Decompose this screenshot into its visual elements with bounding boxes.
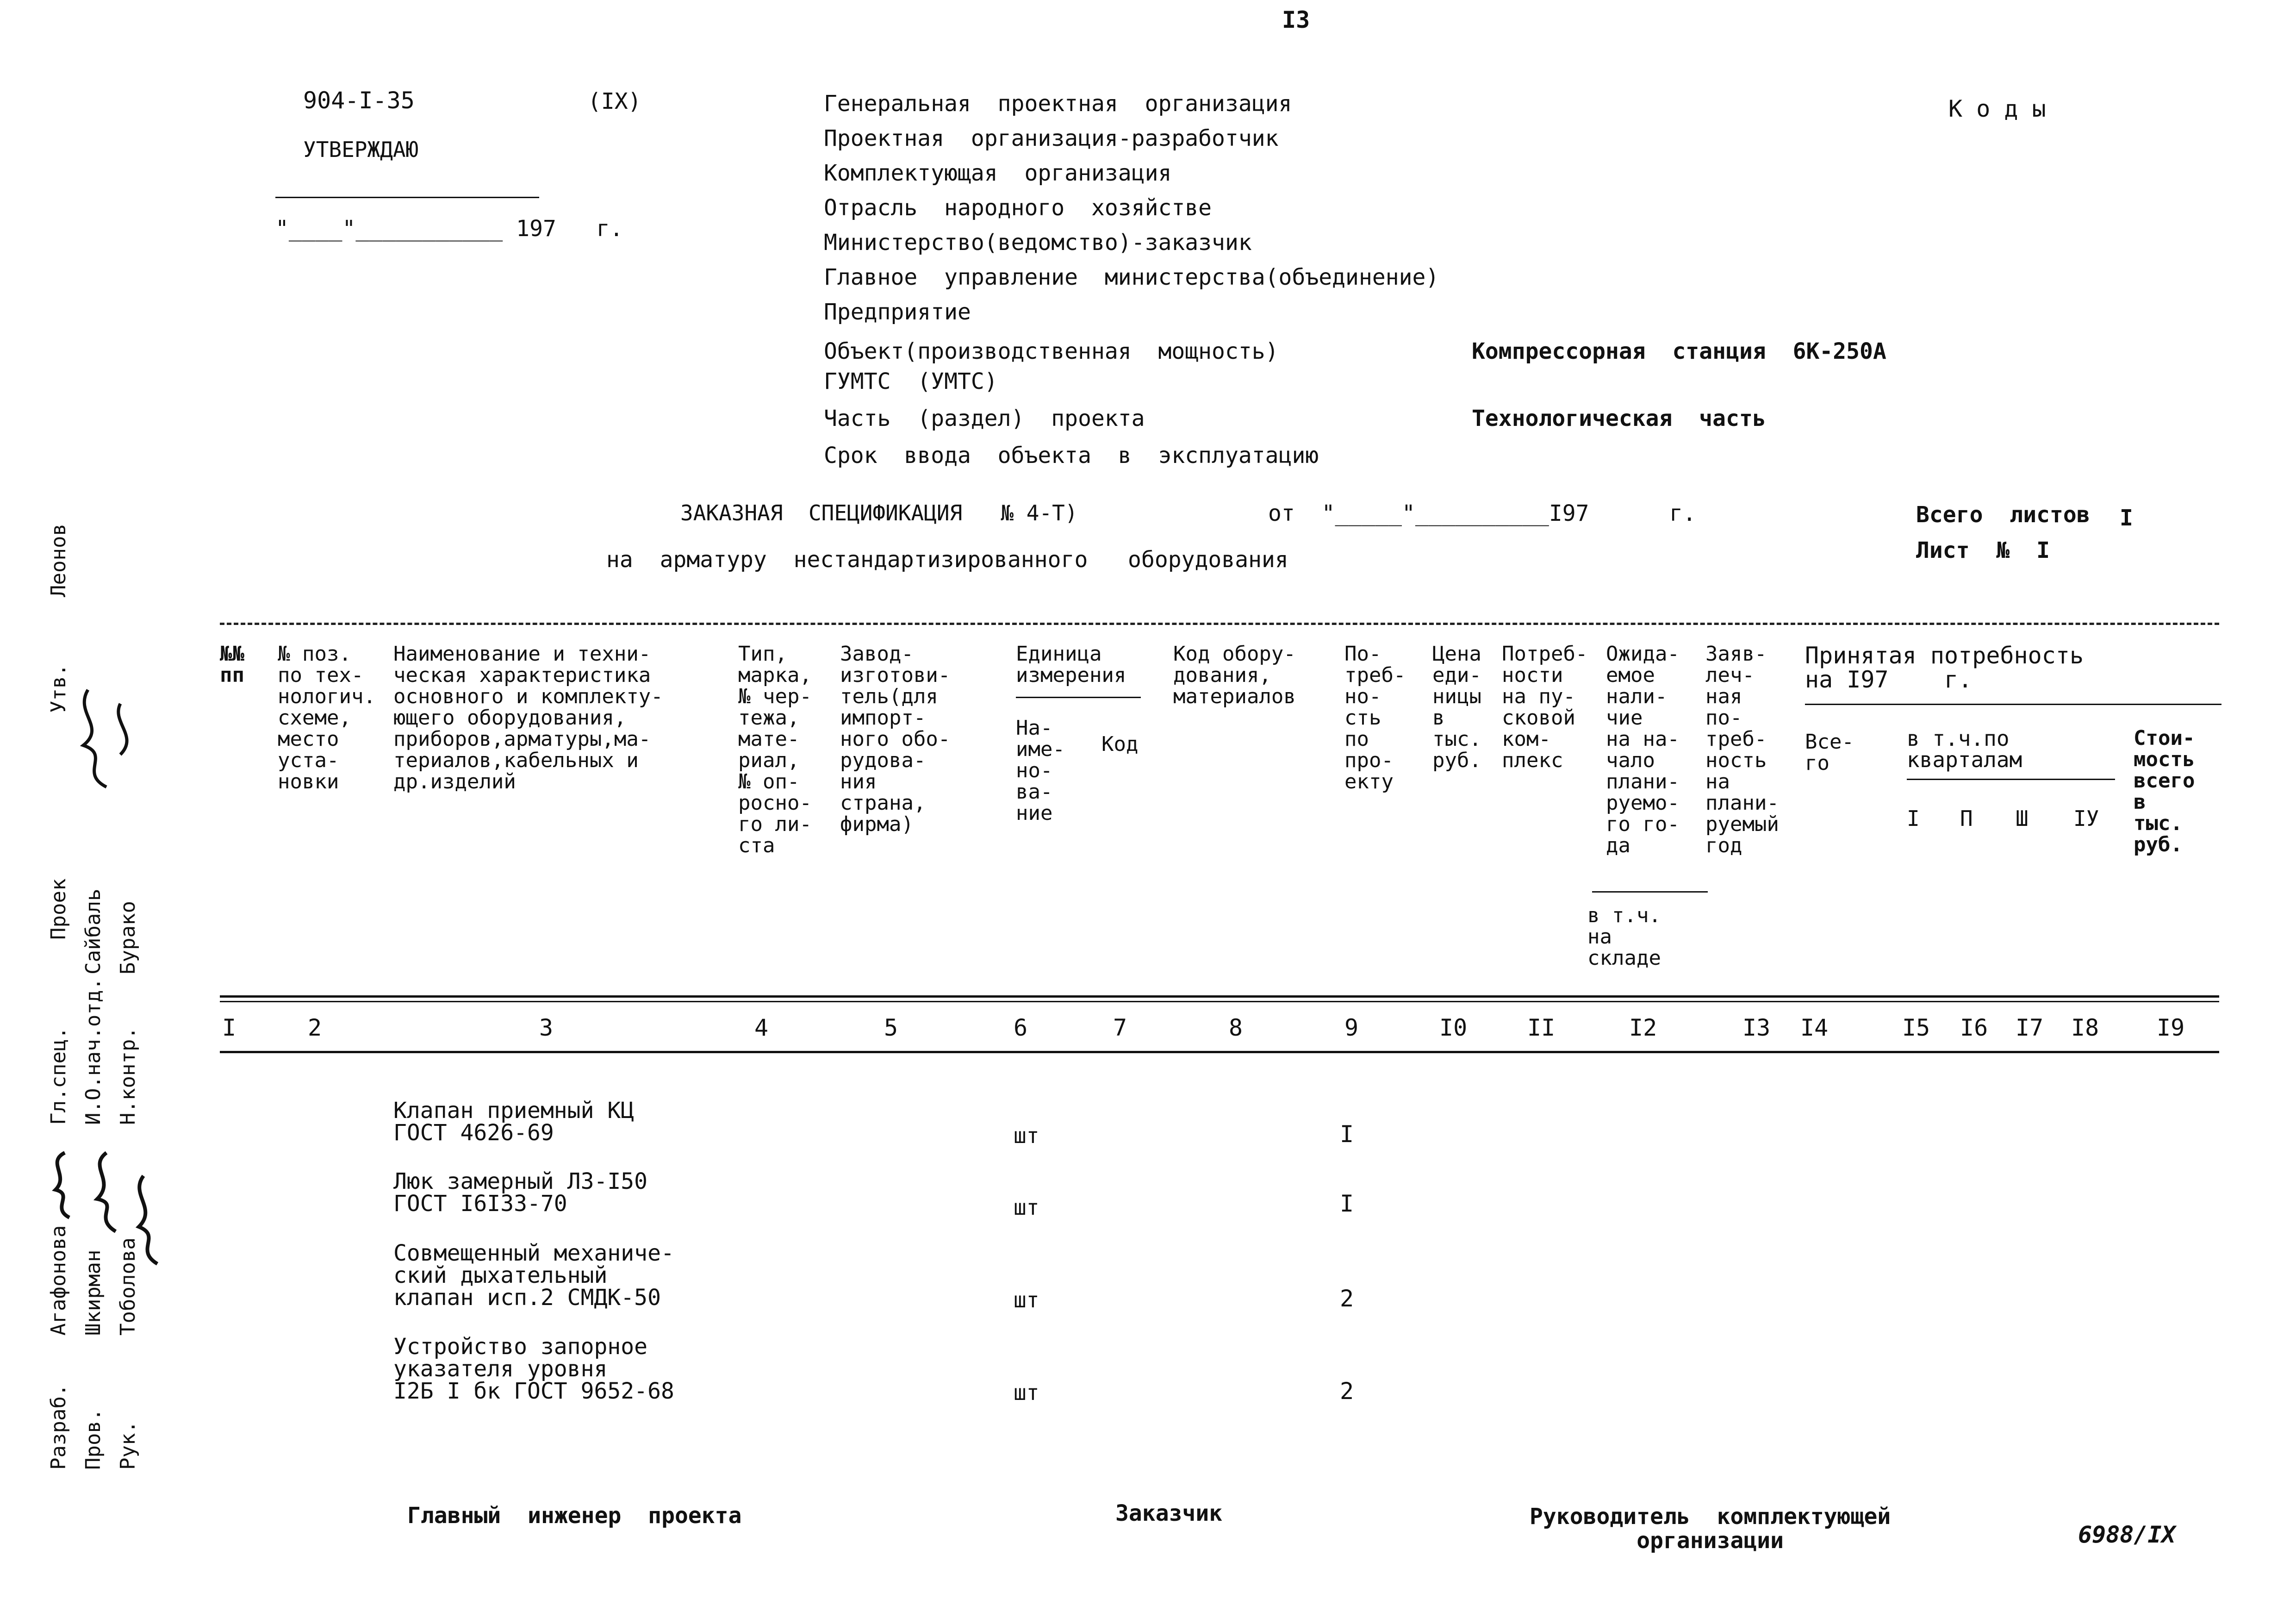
colnum-14: I4 xyxy=(1800,1014,1829,1041)
col-header-accepted: Принятая потребность на I97 г. xyxy=(1805,642,2084,693)
col-header-3: Наименование и техни- ческая характеристика основного и комплекту- ющего оборудования, приборов,арматуры,ма- териалов,кабельных и др.изделий xyxy=(393,642,663,793)
org-field-supplier: Комплектующая организация xyxy=(824,160,1172,186)
stamp-name-head: Тоболова xyxy=(116,1237,140,1336)
sheets-total-value: I xyxy=(2120,505,2133,531)
org-field-object: Объект(производственная мощность) xyxy=(824,338,1279,364)
colnum-3: 3 xyxy=(539,1014,554,1041)
colnum-15: I5 xyxy=(1902,1014,1930,1041)
org-field-ministry: Министерство(ведомство)-заказчик xyxy=(824,230,1252,256)
col-header-13: Заяв- леч- ная по- треб- ность на плани- руемый год xyxy=(1705,642,1779,857)
document-code: 904-I-35 xyxy=(303,87,415,114)
row-3-unit: шт xyxy=(1014,1287,1039,1312)
sheet-number: Лист № I xyxy=(1916,537,2050,563)
col-header-9: По- треб- но- сть по про- екту xyxy=(1344,642,1406,793)
codes-label: К о д ы xyxy=(1948,95,2046,122)
org-field-enterprise: Предприятие xyxy=(824,299,971,325)
stamp-name-chief-spec: Сайбаль xyxy=(81,888,105,974)
org-field-developer: Проектная организация-разработчик xyxy=(824,125,1279,151)
col-header-12: Ожида- емое нали- чие на на- чало плани- руемо- го го- да xyxy=(1606,642,1680,857)
colnum-18: I8 xyxy=(2071,1014,2099,1041)
col-header-19: Стои- мость всего в тыс. руб. xyxy=(2134,726,2195,856)
colnum-9: 9 xyxy=(1344,1014,1359,1041)
row-2-unit: шт xyxy=(1014,1195,1039,1220)
col-header-5: Завод- изготови- тель(для импорт- ного обо- рудова- ния страна, фирма) xyxy=(840,642,951,836)
stamp-role-chief-spec: Гл.спец. xyxy=(47,1027,70,1125)
colnum-4: 4 xyxy=(754,1014,769,1041)
unit-divider xyxy=(1016,697,1141,698)
spec-date: от "_____"__________I97 г. xyxy=(1268,500,1696,526)
org-field-gumts: ГУМТС (УМТС) xyxy=(824,369,998,394)
col-header-7: Код xyxy=(1101,732,1139,756)
stamp-role-developed: Разраб. xyxy=(47,1384,70,1470)
colnum-17: I7 xyxy=(2016,1014,2044,1041)
colnum-6: 6 xyxy=(1014,1014,1028,1041)
colnum-19: I9 xyxy=(2157,1014,2185,1041)
sig-customer: Заказчик xyxy=(1115,1500,1223,1526)
col-header-14: Все- го xyxy=(1805,730,1854,775)
sheets-total-label: Всего листов xyxy=(1916,502,2090,528)
org-field-general: Генеральная проектная организация xyxy=(824,91,1292,117)
stamp-role-head: Рук. xyxy=(116,1421,140,1470)
approve-label: УТВЕРЖДАЮ xyxy=(303,137,419,162)
row-4-unit: шт xyxy=(1014,1380,1039,1405)
col12-divider xyxy=(1592,891,1708,893)
stamp-role-dept-head: И.О.нач.отд. xyxy=(81,978,105,1125)
colnum-8: 8 xyxy=(1229,1014,1243,1041)
org-field-deadline: Срок ввода объекта в эксплуатацию xyxy=(824,443,1319,468)
colnum-5: 5 xyxy=(884,1014,898,1041)
accepted-divider xyxy=(1805,704,2221,705)
colnum-16: I6 xyxy=(1960,1014,1988,1041)
stamp-role-approved: Утв. xyxy=(47,664,70,713)
row-3-qty: 2 xyxy=(1340,1285,1354,1312)
stamp-name-developer: Агафонова xyxy=(47,1225,70,1336)
colnum-13: I3 xyxy=(1742,1014,1771,1041)
org-field-directorate: Главное управление министерства(объединение) xyxy=(824,264,1439,290)
row-3-name: Совмещенный механиче- ский дыхательный клапан исп.2 СМДК-50 xyxy=(393,1240,674,1311)
col-header-2: № поз. по тех- нологич. схеме, место уста- новки xyxy=(278,642,376,793)
col-header-unit: Единица измерения xyxy=(1016,642,1126,687)
stamp-name-checker: Шкирман xyxy=(81,1249,105,1336)
handwritten-signature-approve xyxy=(69,676,180,824)
handwritten-signatures xyxy=(37,1134,204,1375)
col-header-6: На- име- но- ва- ние xyxy=(1016,716,1065,825)
col-header-8: Код обору- дования, материалов xyxy=(1173,642,1296,708)
document-number: 6988/IX xyxy=(2078,1521,2176,1548)
table-header-rule-2 xyxy=(220,1001,2219,1002)
row-1-unit: шт xyxy=(1014,1123,1039,1148)
org-field-section: Часть (раздел) проекта xyxy=(824,406,1145,431)
col-header-quarters: в т.ч.по кварталам xyxy=(1907,726,2022,772)
sig-chief-engineer: Главный инженер проекта xyxy=(407,1503,742,1529)
spec-title: ЗАКАЗНАЯ СПЕЦИФИКАЦИЯ № 4-Т) xyxy=(680,500,1078,525)
colnum-2: 2 xyxy=(308,1014,322,1041)
col-header-12b: в т.ч. на складе xyxy=(1587,904,1661,970)
table-top-rule xyxy=(220,623,2219,625)
document-part: (IX) xyxy=(588,88,641,114)
colnum-10: I0 xyxy=(1439,1014,1468,1041)
quarter-4: IУ xyxy=(2073,806,2099,831)
stamp-role-checked: Пров. xyxy=(81,1408,105,1470)
row-4-qty: 2 xyxy=(1340,1378,1354,1405)
object-value: Компрессорная станция 6К-250А xyxy=(1472,338,1886,364)
stamp-role-norm-control: Н.контр. xyxy=(116,1027,140,1125)
approve-signature-line xyxy=(275,197,539,198)
sig-supplier-head: Руководитель комплектующей организации xyxy=(1530,1504,1891,1554)
col-header-11: Потреб- ности на пу- сковой ком- плекс xyxy=(1502,642,1588,772)
quarters-divider xyxy=(1907,779,2115,780)
table-header-rule-1 xyxy=(220,995,2219,998)
row-2-qty: I xyxy=(1340,1190,1354,1217)
section-value: Технологическая часть xyxy=(1472,406,1766,431)
stamp-role-project: Проек xyxy=(47,878,70,940)
quarter-3: Ш xyxy=(2016,806,2028,831)
colnum-1: I xyxy=(222,1014,236,1041)
row-2-name: Люк замерный ЛЗ-I50 ГОСТ I6I33-70 xyxy=(393,1168,648,1217)
page-number: I3 xyxy=(1282,6,1310,33)
colnum-11: II xyxy=(1527,1014,1556,1041)
col-header-10: Цена еди- ницы в тыс. руб. xyxy=(1432,642,1481,772)
stamp-name-norm: Бурако xyxy=(116,901,140,974)
table-columns-rule xyxy=(220,1051,2219,1053)
quarter-2: П xyxy=(1960,806,1973,831)
col-header-4: Тип, марка, № чер- тежа, мате- риал, № оп- росно- го ли- ста xyxy=(738,642,812,857)
colnum-7: 7 xyxy=(1113,1014,1127,1041)
stamp-name-approver: Леонов xyxy=(47,524,70,597)
row-1-name: Клапан приемный КЦ ГОСТ 4626-69 xyxy=(393,1098,635,1146)
approve-date: "____"___________ 197 г. xyxy=(275,216,623,242)
spec-subtitle: на арматуру нестандартизированного оборудования xyxy=(606,547,1288,573)
quarter-1: I xyxy=(1907,806,1920,831)
org-field-branch: Отрасль народного хозяйстве xyxy=(824,195,1212,221)
row-4-name: Устройство запорное указателя уровня I2Б I бк ГОСТ 9652-68 xyxy=(393,1334,674,1404)
row-1-qty: I xyxy=(1340,1121,1354,1148)
col-header-1: №№ пп xyxy=(220,642,244,687)
colnum-12: I2 xyxy=(1629,1014,1657,1041)
